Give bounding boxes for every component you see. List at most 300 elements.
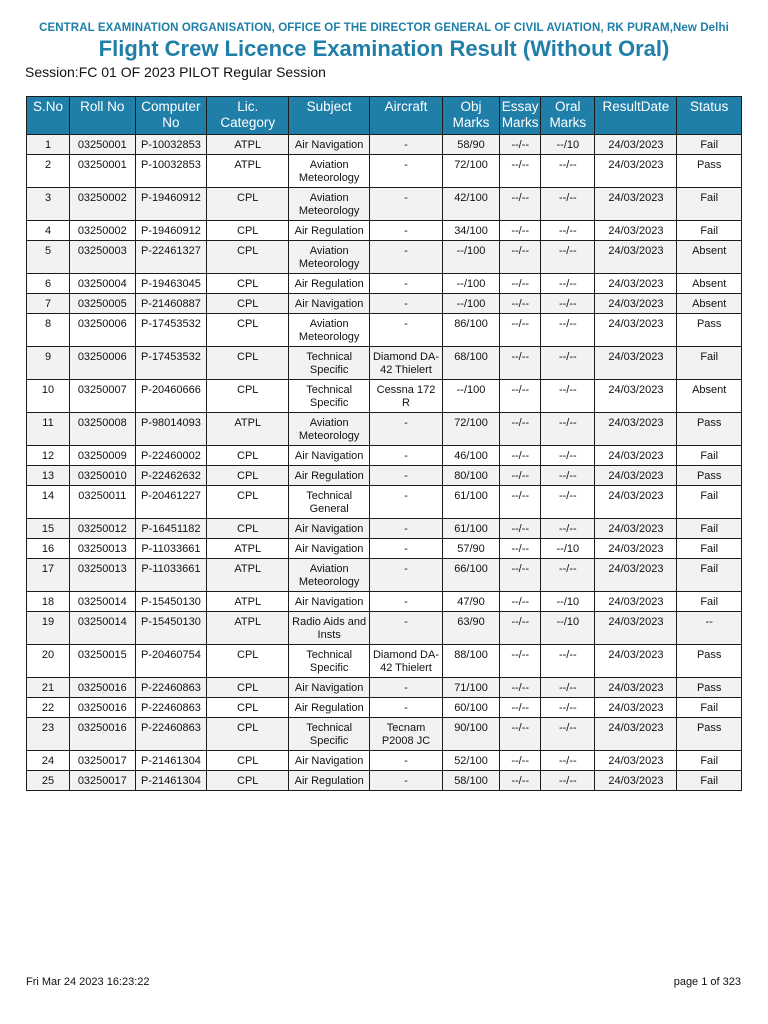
column-header: Obj Marks <box>442 97 499 135</box>
roll-no-cell: 03250001 <box>70 135 136 155</box>
page-indicator: page 1 of 323 <box>673 976 741 988</box>
aircraft-cell: - <box>370 314 443 347</box>
aircraft-cell: - <box>370 241 443 274</box>
status-cell: Fail <box>677 771 742 791</box>
column-header: ResultDate <box>595 97 677 135</box>
sno-cell: 22 <box>27 698 70 718</box>
result-date-cell: 24/03/2023 <box>595 718 677 751</box>
results-table-header <box>27 97 742 135</box>
result-date-cell: 24/03/2023 <box>595 155 677 188</box>
obj-marks-cell: 90/100 <box>442 718 499 751</box>
computer-no-cell: P-98014093 <box>135 413 207 446</box>
result-date-cell: 24/03/2023 <box>595 592 677 612</box>
column-header: S.No <box>27 97 70 135</box>
aircraft-cell: - <box>370 612 443 645</box>
result-date-cell: 24/03/2023 <box>595 559 677 592</box>
essay-marks-cell: --/-- <box>500 645 541 678</box>
oral-marks-cell: --/-- <box>541 698 595 718</box>
subject-cell: Air Regulation <box>289 771 370 791</box>
sno-cell: 15 <box>27 519 70 539</box>
essay-marks-cell: --/-- <box>500 446 541 466</box>
sno-cell: 3 <box>27 188 70 221</box>
result-date-cell: 24/03/2023 <box>595 413 677 446</box>
aircraft-cell: - <box>370 188 443 221</box>
essay-marks-cell: --/-- <box>500 347 541 380</box>
lic-category-cell: CPL <box>207 645 289 678</box>
subject-cell: Air Regulation <box>289 698 370 718</box>
sno-cell: 9 <box>27 347 70 380</box>
table-row <box>27 221 742 241</box>
essay-marks-cell: --/-- <box>500 188 541 221</box>
aircraft-cell: - <box>370 698 443 718</box>
roll-no-cell: 03250014 <box>70 612 136 645</box>
subject-cell: Air Regulation <box>289 221 370 241</box>
sno-cell: 16 <box>27 539 70 559</box>
essay-marks-cell: --/-- <box>500 718 541 751</box>
computer-no-cell: P-10032853 <box>135 135 207 155</box>
oral-marks-cell: --/-- <box>541 718 595 751</box>
subject-cell: Air Navigation <box>289 519 370 539</box>
oral-marks-cell: --/10 <box>541 612 595 645</box>
essay-marks-cell: --/-- <box>500 519 541 539</box>
result-date-cell: 24/03/2023 <box>595 698 677 718</box>
result-date-cell: 24/03/2023 <box>595 135 677 155</box>
result-date-cell: 24/03/2023 <box>595 221 677 241</box>
oral-marks-cell: --/10 <box>541 135 595 155</box>
essay-marks-cell: --/-- <box>500 559 541 592</box>
roll-no-cell: 03250008 <box>70 413 136 446</box>
subject-cell: Technical Specific <box>289 718 370 751</box>
table-row <box>27 612 742 645</box>
aircraft-cell: - <box>370 135 443 155</box>
computer-no-cell: P-19460912 <box>135 221 207 241</box>
session-label: Session:FC 01 OF 2023 PILOT Regular Session <box>25 64 326 80</box>
lic-category-cell: CPL <box>207 486 289 519</box>
aircraft-cell: - <box>370 294 443 314</box>
status-cell: Fail <box>677 135 742 155</box>
subject-cell: Aviation Meteorology <box>289 559 370 592</box>
sno-cell: 10 <box>27 380 70 413</box>
column-header: Subject <box>289 97 370 135</box>
obj-marks-cell: --/100 <box>442 294 499 314</box>
essay-marks-cell: --/-- <box>500 466 541 486</box>
result-date-cell: 24/03/2023 <box>595 612 677 645</box>
essay-marks-cell: --/-- <box>500 539 541 559</box>
essay-marks-cell: --/-- <box>500 314 541 347</box>
computer-no-cell: P-10032853 <box>135 155 207 188</box>
obj-marks-cell: 57/90 <box>442 539 499 559</box>
status-cell: Pass <box>677 718 742 751</box>
aircraft-cell: Cessna 172 R <box>370 380 443 413</box>
roll-no-cell: 03250009 <box>70 446 136 466</box>
computer-no-cell: P-22460863 <box>135 718 207 751</box>
essay-marks-cell: --/-- <box>500 771 541 791</box>
result-date-cell: 24/03/2023 <box>595 519 677 539</box>
column-header: Oral Marks <box>541 97 595 135</box>
result-date-cell: 24/03/2023 <box>595 188 677 221</box>
aircraft-cell: - <box>370 559 443 592</box>
table-row <box>27 188 742 221</box>
lic-category-cell: CPL <box>207 446 289 466</box>
computer-no-cell: P-20461227 <box>135 486 207 519</box>
sno-cell: 4 <box>27 221 70 241</box>
obj-marks-cell: 46/100 <box>442 446 499 466</box>
computer-no-cell: P-11033661 <box>135 539 207 559</box>
oral-marks-cell: --/-- <box>541 559 595 592</box>
computer-no-cell: P-22460863 <box>135 698 207 718</box>
essay-marks-cell: --/-- <box>500 380 541 413</box>
essay-marks-cell: --/-- <box>500 221 541 241</box>
computer-no-cell: P-21461304 <box>135 771 207 791</box>
lic-category-cell: CPL <box>207 347 289 380</box>
roll-no-cell: 03250004 <box>70 274 136 294</box>
subject-cell: Aviation Meteorology <box>289 241 370 274</box>
table-row <box>27 466 742 486</box>
lic-category-cell: CPL <box>207 274 289 294</box>
sno-cell: 13 <box>27 466 70 486</box>
computer-no-cell: P-20460754 <box>135 645 207 678</box>
subject-cell: Air Navigation <box>289 294 370 314</box>
results-table-body <box>27 135 742 791</box>
lic-category-cell: ATPL <box>207 559 289 592</box>
lic-category-cell: CPL <box>207 241 289 274</box>
status-cell: Fail <box>677 751 742 771</box>
status-cell: Fail <box>677 446 742 466</box>
aircraft-cell: - <box>370 466 443 486</box>
table-row <box>27 678 742 698</box>
sno-cell: 1 <box>27 135 70 155</box>
subject-cell: Air Navigation <box>289 678 370 698</box>
roll-no-cell: 03250014 <box>70 592 136 612</box>
roll-no-cell: 03250003 <box>70 241 136 274</box>
computer-no-cell: P-15450130 <box>135 612 207 645</box>
roll-no-cell: 03250006 <box>70 314 136 347</box>
lic-category-cell: CPL <box>207 314 289 347</box>
sno-cell: 11 <box>27 413 70 446</box>
oral-marks-cell: --/-- <box>541 645 595 678</box>
lic-category-cell: CPL <box>207 678 289 698</box>
lic-category-cell: ATPL <box>207 539 289 559</box>
sno-cell: 24 <box>27 751 70 771</box>
subject-cell: Technical Specific <box>289 645 370 678</box>
status-cell: Fail <box>677 486 742 519</box>
result-date-cell: 24/03/2023 <box>595 539 677 559</box>
result-date-cell: 24/03/2023 <box>595 751 677 771</box>
obj-marks-cell: 42/100 <box>442 188 499 221</box>
obj-marks-cell: 80/100 <box>442 466 499 486</box>
essay-marks-cell: --/-- <box>500 486 541 519</box>
roll-no-cell: 03250012 <box>70 519 136 539</box>
result-date-cell: 24/03/2023 <box>595 294 677 314</box>
sno-cell: 20 <box>27 645 70 678</box>
essay-marks-cell: --/-- <box>500 678 541 698</box>
obj-marks-cell: --/100 <box>442 274 499 294</box>
status-cell: Pass <box>677 413 742 446</box>
table-row <box>27 413 742 446</box>
lic-category-cell: CPL <box>207 380 289 413</box>
table-row <box>27 519 742 539</box>
status-cell: Fail <box>677 347 742 380</box>
lic-category-cell: CPL <box>207 221 289 241</box>
sno-cell: 12 <box>27 446 70 466</box>
obj-marks-cell: 61/100 <box>442 519 499 539</box>
roll-no-cell: 03250017 <box>70 771 136 791</box>
results-table <box>26 96 742 791</box>
oral-marks-cell: --/-- <box>541 678 595 698</box>
table-row <box>27 592 742 612</box>
sno-cell: 19 <box>27 612 70 645</box>
roll-no-cell: 03250005 <box>70 294 136 314</box>
result-date-cell: 24/03/2023 <box>595 466 677 486</box>
subject-cell: Technical Specific <box>289 380 370 413</box>
status-cell: Fail <box>677 559 742 592</box>
oral-marks-cell: --/10 <box>541 592 595 612</box>
aircraft-cell: - <box>370 486 443 519</box>
computer-no-cell: P-16451182 <box>135 519 207 539</box>
aircraft-cell: - <box>370 221 443 241</box>
computer-no-cell: P-20460666 <box>135 380 207 413</box>
lic-category-cell: ATPL <box>207 612 289 645</box>
essay-marks-cell: --/-- <box>500 698 541 718</box>
status-cell: Pass <box>677 314 742 347</box>
subject-cell: Air Navigation <box>289 751 370 771</box>
computer-no-cell: P-22462632 <box>135 466 207 486</box>
column-header: Status <box>677 97 742 135</box>
obj-marks-cell: 34/100 <box>442 221 499 241</box>
oral-marks-cell: --/-- <box>541 771 595 791</box>
subject-cell: Technical Specific <box>289 347 370 380</box>
result-date-cell: 24/03/2023 <box>595 486 677 519</box>
roll-no-cell: 03250002 <box>70 188 136 221</box>
result-date-cell: 24/03/2023 <box>595 314 677 347</box>
subject-cell: Aviation Meteorology <box>289 413 370 446</box>
subject-cell: Air Navigation <box>289 539 370 559</box>
oral-marks-cell: --/-- <box>541 274 595 294</box>
essay-marks-cell: --/-- <box>500 413 541 446</box>
column-header: Essay Marks <box>500 97 541 135</box>
obj-marks-cell: 72/100 <box>442 155 499 188</box>
status-cell: Pass <box>677 466 742 486</box>
lic-category-cell: CPL <box>207 718 289 751</box>
obj-marks-cell: --/100 <box>442 241 499 274</box>
oral-marks-cell: --/-- <box>541 241 595 274</box>
table-row <box>27 718 742 751</box>
subject-cell: Air Regulation <box>289 274 370 294</box>
table-row <box>27 559 742 592</box>
status-cell: Fail <box>677 698 742 718</box>
essay-marks-cell: --/-- <box>500 135 541 155</box>
status-cell: Pass <box>677 645 742 678</box>
subject-cell: Technical General <box>289 486 370 519</box>
oral-marks-cell: --/-- <box>541 446 595 466</box>
table-row <box>27 294 742 314</box>
roll-no-cell: 03250002 <box>70 221 136 241</box>
roll-no-cell: 03250016 <box>70 698 136 718</box>
obj-marks-cell: 88/100 <box>442 645 499 678</box>
obj-marks-cell: 52/100 <box>442 751 499 771</box>
computer-no-cell: P-22460863 <box>135 678 207 698</box>
organisation-heading: CENTRAL EXAMINATION ORGANISATION, OFFICE OF THE DIRECTOR GENERAL OF CIVIL AVIATION, RK PURAM,New Delhi <box>39 22 729 34</box>
obj-marks-cell: 72/100 <box>442 413 499 446</box>
subject-cell: Air Regulation <box>289 466 370 486</box>
oral-marks-cell: --/-- <box>541 314 595 347</box>
aircraft-cell: Tecnam P2008 JC <box>370 718 443 751</box>
aircraft-cell: - <box>370 413 443 446</box>
status-cell: Fail <box>677 539 742 559</box>
aircraft-cell: - <box>370 274 443 294</box>
result-date-cell: 24/03/2023 <box>595 380 677 413</box>
roll-no-cell: 03250011 <box>70 486 136 519</box>
roll-no-cell: 03250016 <box>70 678 136 698</box>
obj-marks-cell: 71/100 <box>442 678 499 698</box>
roll-no-cell: 03250013 <box>70 559 136 592</box>
obj-marks-cell: 60/100 <box>442 698 499 718</box>
status-cell: Fail <box>677 519 742 539</box>
oral-marks-cell: --/-- <box>541 519 595 539</box>
table-row <box>27 486 742 519</box>
essay-marks-cell: --/-- <box>500 155 541 188</box>
lic-category-cell: ATPL <box>207 413 289 446</box>
status-cell: Fail <box>677 592 742 612</box>
oral-marks-cell: --/-- <box>541 188 595 221</box>
computer-no-cell: P-17453532 <box>135 314 207 347</box>
result-date-cell: 24/03/2023 <box>595 771 677 791</box>
roll-no-cell: 03250001 <box>70 155 136 188</box>
table-row <box>27 698 742 718</box>
lic-category-cell: CPL <box>207 519 289 539</box>
result-date-cell: 24/03/2023 <box>595 347 677 380</box>
obj-marks-cell: 66/100 <box>442 559 499 592</box>
sno-cell: 6 <box>27 274 70 294</box>
sno-cell: 14 <box>27 486 70 519</box>
table-row <box>27 274 742 294</box>
roll-no-cell: 03250006 <box>70 347 136 380</box>
lic-category-cell: ATPL <box>207 592 289 612</box>
status-cell: Pass <box>677 155 742 188</box>
roll-no-cell: 03250007 <box>70 380 136 413</box>
table-row <box>27 751 742 771</box>
oral-marks-cell: --/-- <box>541 486 595 519</box>
sno-cell: 21 <box>27 678 70 698</box>
result-date-cell: 24/03/2023 <box>595 678 677 698</box>
subject-cell: Air Navigation <box>289 446 370 466</box>
column-header: Lic. Category <box>207 97 289 135</box>
oral-marks-cell: --/-- <box>541 347 595 380</box>
roll-no-cell: 03250013 <box>70 539 136 559</box>
aircraft-cell: - <box>370 446 443 466</box>
sno-cell: 7 <box>27 294 70 314</box>
result-date-cell: 24/03/2023 <box>595 241 677 274</box>
table-row <box>27 446 742 466</box>
aircraft-cell: - <box>370 155 443 188</box>
computer-no-cell: P-15450130 <box>135 592 207 612</box>
table-row <box>27 135 742 155</box>
result-date-cell: 24/03/2023 <box>595 274 677 294</box>
obj-marks-cell: 58/100 <box>442 771 499 791</box>
table-row <box>27 645 742 678</box>
oral-marks-cell: --/-- <box>541 751 595 771</box>
column-header: Computer No <box>135 97 207 135</box>
oral-marks-cell: --/-- <box>541 155 595 188</box>
subject-cell: Aviation Meteorology <box>289 188 370 221</box>
aircraft-cell: - <box>370 539 443 559</box>
essay-marks-cell: --/-- <box>500 241 541 274</box>
oral-marks-cell: --/-- <box>541 466 595 486</box>
status-cell: Absent <box>677 274 742 294</box>
aircraft-cell: - <box>370 519 443 539</box>
sno-cell: 25 <box>27 771 70 791</box>
sno-cell: 5 <box>27 241 70 274</box>
aircraft-cell: Diamond DA-42 Thielert <box>370 645 443 678</box>
computer-no-cell: P-19460912 <box>135 188 207 221</box>
oral-marks-cell: --/-- <box>541 294 595 314</box>
subject-cell: Aviation Meteorology <box>289 155 370 188</box>
lic-category-cell: ATPL <box>207 155 289 188</box>
essay-marks-cell: --/-- <box>500 274 541 294</box>
result-date-cell: 24/03/2023 <box>595 645 677 678</box>
result-date-cell: 24/03/2023 <box>595 446 677 466</box>
obj-marks-cell: 61/100 <box>442 486 499 519</box>
aircraft-cell: Diamond DA-42 Thielert <box>370 347 443 380</box>
status-cell: Absent <box>677 380 742 413</box>
computer-no-cell: P-21461304 <box>135 751 207 771</box>
table-row <box>27 241 742 274</box>
subject-cell: Air Navigation <box>289 592 370 612</box>
lic-category-cell: CPL <box>207 466 289 486</box>
column-header: Roll No <box>70 97 136 135</box>
sno-cell: 18 <box>27 592 70 612</box>
header-row <box>27 97 742 135</box>
sno-cell: 17 <box>27 559 70 592</box>
aircraft-cell: - <box>370 751 443 771</box>
status-cell: Absent <box>677 294 742 314</box>
sno-cell: 8 <box>27 314 70 347</box>
essay-marks-cell: --/-- <box>500 612 541 645</box>
obj-marks-cell: 47/90 <box>442 592 499 612</box>
lic-category-cell: CPL <box>207 751 289 771</box>
status-cell: Pass <box>677 678 742 698</box>
roll-no-cell: 03250015 <box>70 645 136 678</box>
table-row <box>27 380 742 413</box>
computer-no-cell: P-22461327 <box>135 241 207 274</box>
essay-marks-cell: --/-- <box>500 751 541 771</box>
roll-no-cell: 03250010 <box>70 466 136 486</box>
obj-marks-cell: 58/90 <box>442 135 499 155</box>
lic-category-cell: CPL <box>207 188 289 221</box>
aircraft-cell: - <box>370 592 443 612</box>
roll-no-cell: 03250017 <box>70 751 136 771</box>
status-cell: Fail <box>677 188 742 221</box>
roll-no-cell: 03250016 <box>70 718 136 751</box>
obj-marks-cell: 86/100 <box>442 314 499 347</box>
status-cell: -- <box>677 612 742 645</box>
computer-no-cell: P-19463045 <box>135 274 207 294</box>
status-cell: Fail <box>677 221 742 241</box>
lic-category-cell: CPL <box>207 698 289 718</box>
table-row <box>27 347 742 380</box>
table-row <box>27 539 742 559</box>
lic-category-cell: CPL <box>207 294 289 314</box>
print-timestamp: Fri Mar 24 2023 16:23:22 <box>26 976 150 988</box>
aircraft-cell: - <box>370 678 443 698</box>
table-row <box>27 314 742 347</box>
computer-no-cell: P-22460002 <box>135 446 207 466</box>
sno-cell: 2 <box>27 155 70 188</box>
sno-cell: 23 <box>27 718 70 751</box>
essay-marks-cell: --/-- <box>500 294 541 314</box>
table-row <box>27 155 742 188</box>
oral-marks-cell: --/10 <box>541 539 595 559</box>
